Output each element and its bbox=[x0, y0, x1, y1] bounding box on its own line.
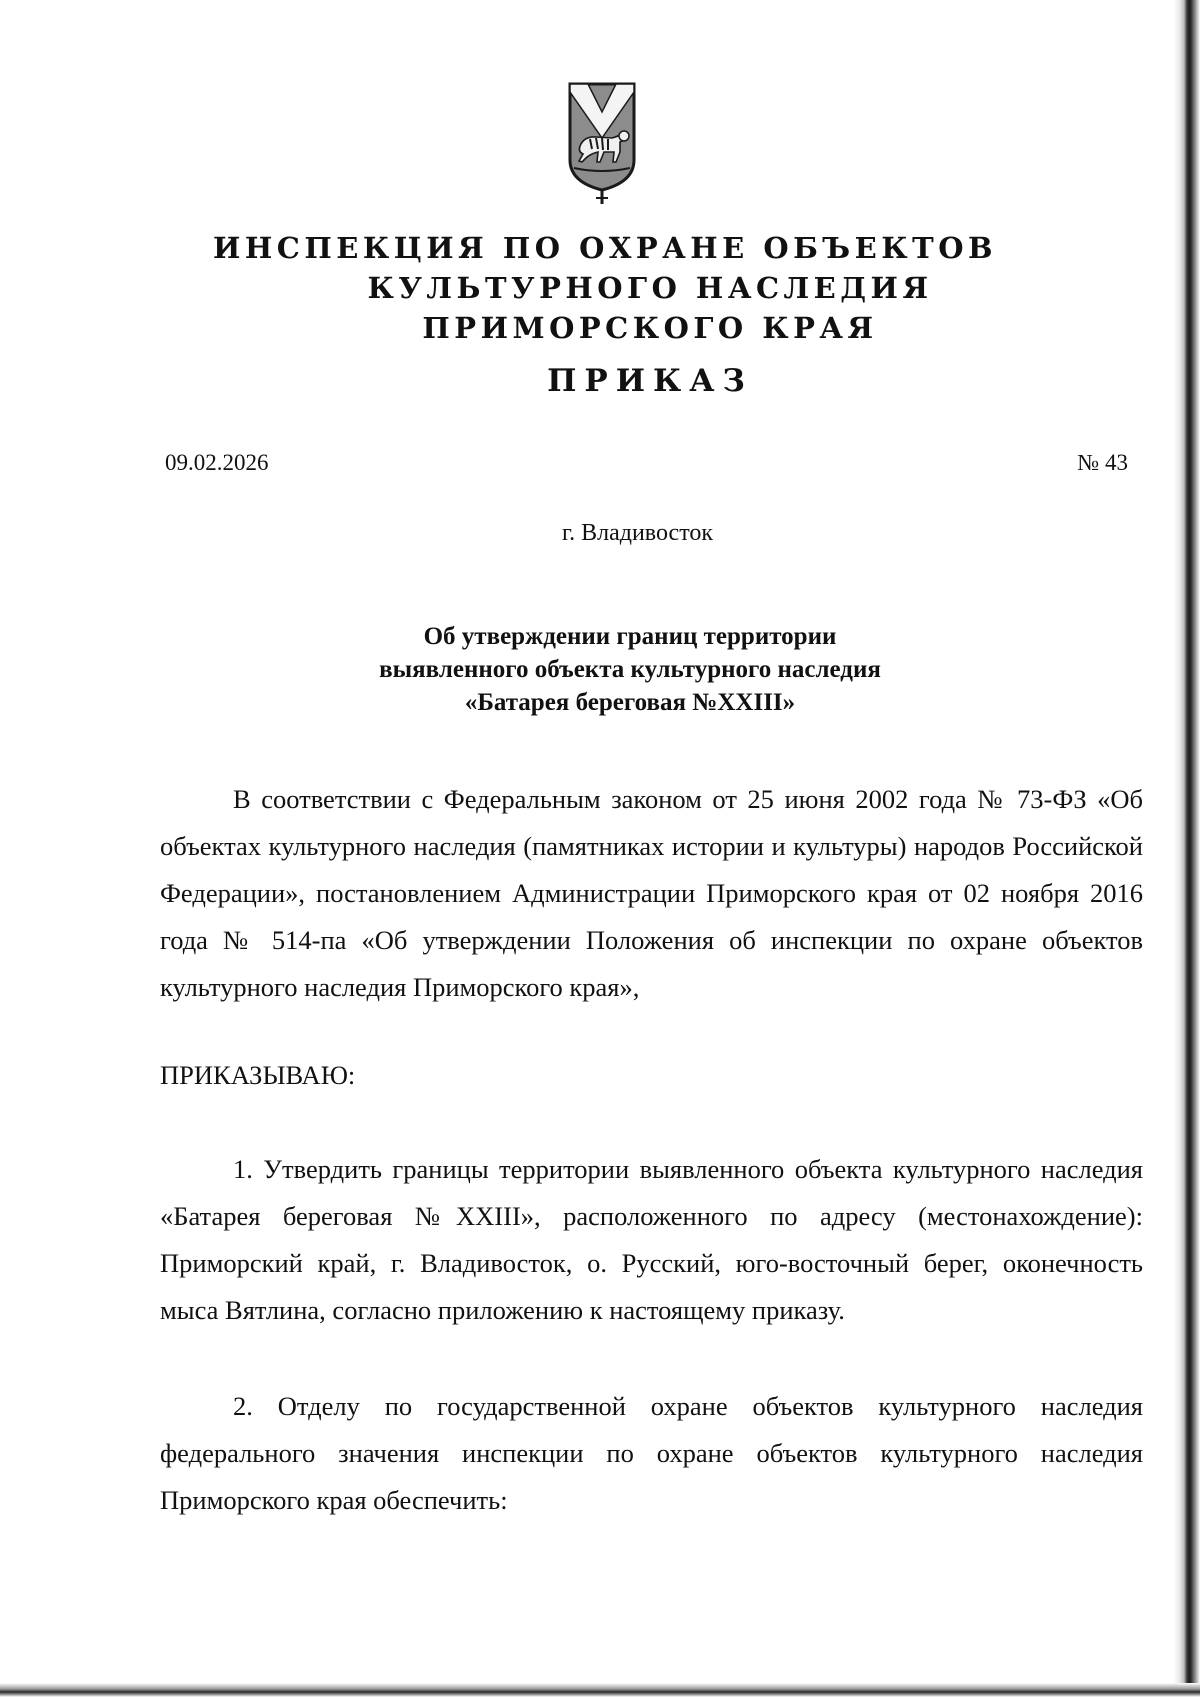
primorsky-coat-of-arms-icon bbox=[568, 82, 636, 206]
subject-line-1: Об утверждении границ территории bbox=[423, 623, 837, 650]
organization-name-line-1: ИНСПЕКЦИЯ ПО ОХРАНЕ ОБЪЕКТОВ bbox=[213, 231, 997, 265]
document-subject bbox=[330, 620, 930, 719]
order-item-1: 1. Утвердить границы территории выявленного объекта культурного наследия «Батарея береговая №XXIII», расположенного по адресу (местонахождение): Приморский край, г. Владивосток, о. Русский, юго-восточный берег, оконечность мыса Вятлина, согласно приложению к настоящему приказу. bbox=[160, 1154, 1143, 1325]
order-item-2: 2. Отделу по государственной охране объектов культурного наследия федерального значения инспекции по охране объектов культурного наследия Приморского края обеспечить: bbox=[160, 1391, 1143, 1515]
organization-name-line-2: КУЛЬТУРНОГО НАСЛЕДИЯ ПРИМОРСКОГО КРАЯ bbox=[367, 271, 933, 345]
order-keyword: ПРИКАЗЫВАЮ: bbox=[160, 1060, 356, 1090]
intro-paragraph: В соответствии с Федеральным законом от 25 июня 2002 года № 73-ФЗ «Об объектах культурного наследия (памятниках истории и культуры) народов Российской Федерации», постановлением Администрации Приморского края от 02 ноября 2016 года № 514-па «Об утверждении Положения об инспекции по охране объектов культурного наследия Приморского края», bbox=[160, 784, 1143, 1002]
scan-edge-right bbox=[1174, 0, 1200, 1697]
subject-line-2: выявленного объекта культурного наследия bbox=[379, 656, 881, 683]
document-city: г. Владивосток bbox=[561, 520, 714, 546]
document-date: 09.02.2026 bbox=[165, 450, 269, 475]
document-type-title: ПРИКАЗ bbox=[547, 363, 753, 399]
scan-edge-bottom bbox=[0, 1683, 1200, 1697]
document-number: № 43 bbox=[1077, 450, 1128, 475]
subject-line-3: «Батарея береговая №XXIII» bbox=[464, 689, 796, 716]
